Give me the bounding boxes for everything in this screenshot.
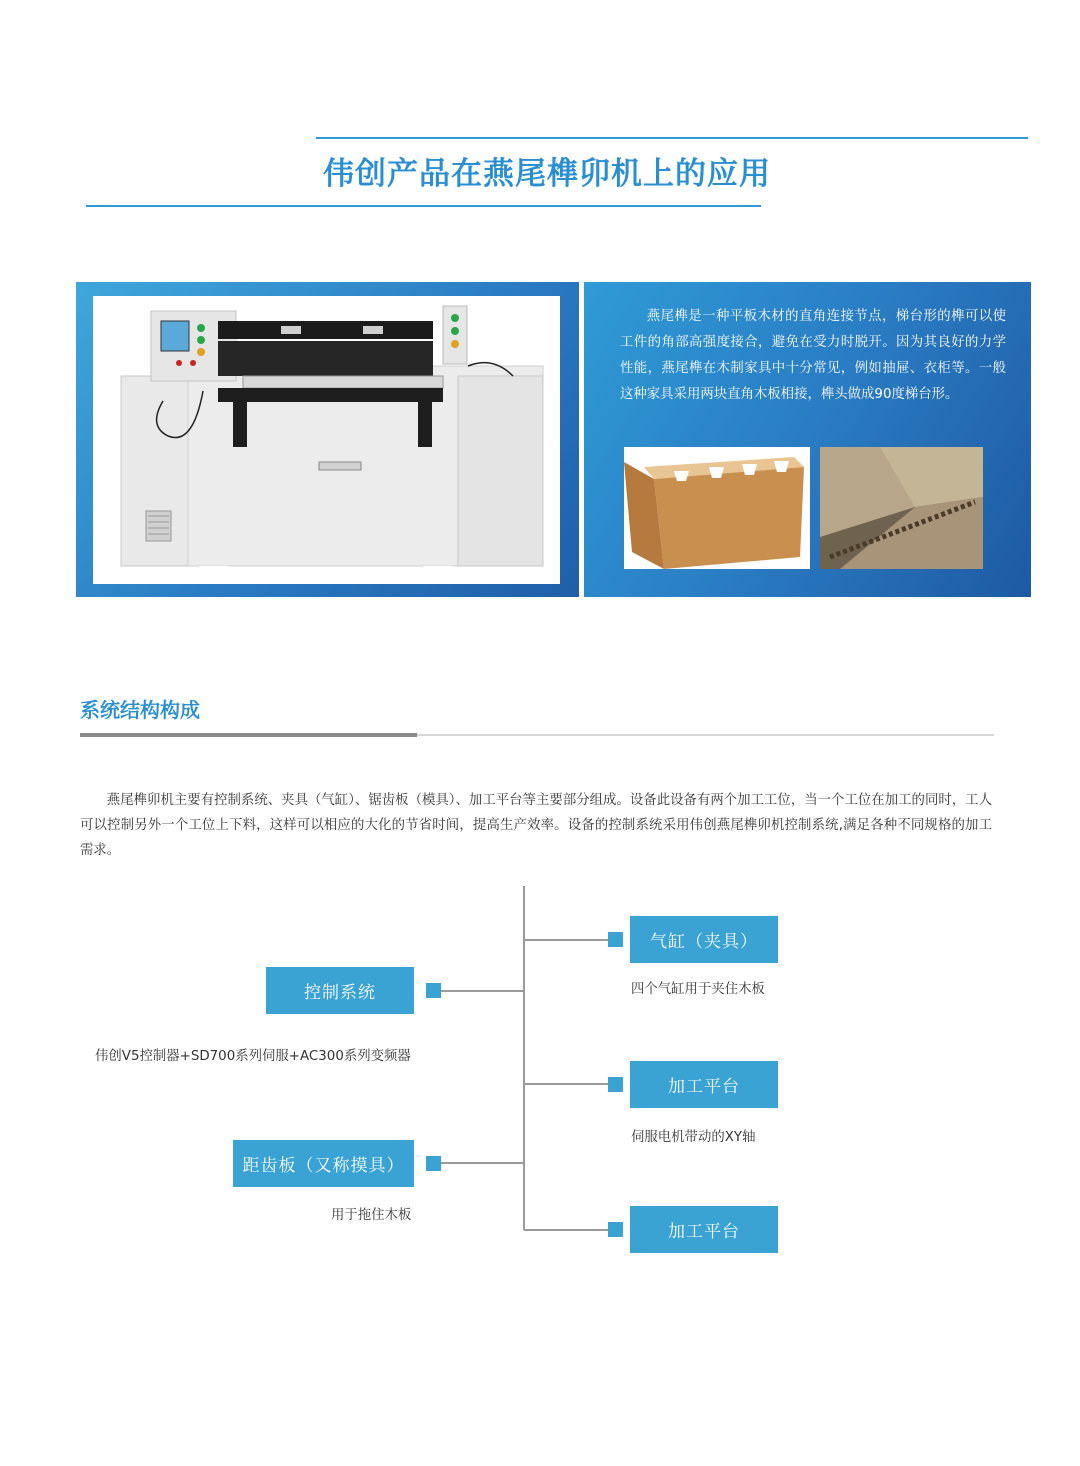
control-system-box: 控制系统 — [266, 967, 414, 1014]
system-description: 燕尾榫卯机主要有控制系统、夹具（气缸）、锯齿板（模具）、加工平台等主要部分组成。设备此设备有两个加工工位，当一个工位在加工的同时，工人可以控制另外一个工位上下料，这样可以相应的大化的节省时间，提高生产效率。设备的控制系统采用伟创燕尾榫卯机控制系统,满足各种不同规格的加工需求。 — [80, 793, 992, 858]
dovetail-description: 燕尾榫是一种平板木材的直角连接节点，梯台形的榫可以使工件的角部高强度接合，避免在受力时脱开。因为其良好的力学性能，燕尾榫在木制家具中十分常见，例如抽屉、衣柜等。一般这种家具采用两块直角木板相接，榫头做成90度梯台形。 — [620, 309, 1006, 402]
cylinder-clamp-box: 气缸（夹具） — [630, 916, 778, 963]
platform-box-2: 加工平台 — [630, 1206, 778, 1253]
saw-plate-caption: 用于拖住木板 — [331, 1208, 412, 1223]
page-title: 伟创产品在燕尾榫卯机上的应用 — [323, 156, 771, 192]
platform-box-1: 加工平台 — [630, 1061, 778, 1108]
cylinder-clamp-caption: 四个气缸用于夹住木板 — [631, 982, 765, 997]
section-title: 系统结构构成 — [80, 698, 200, 722]
control-system-caption: 伟创V5控制器+SD700系列伺服+AC300系列变频器 — [95, 1049, 411, 1064]
platform-caption-1: 伺服电机带动的XY轴 — [631, 1130, 756, 1145]
saw-plate-box: 距齿板（又称摸具） — [233, 1140, 414, 1187]
